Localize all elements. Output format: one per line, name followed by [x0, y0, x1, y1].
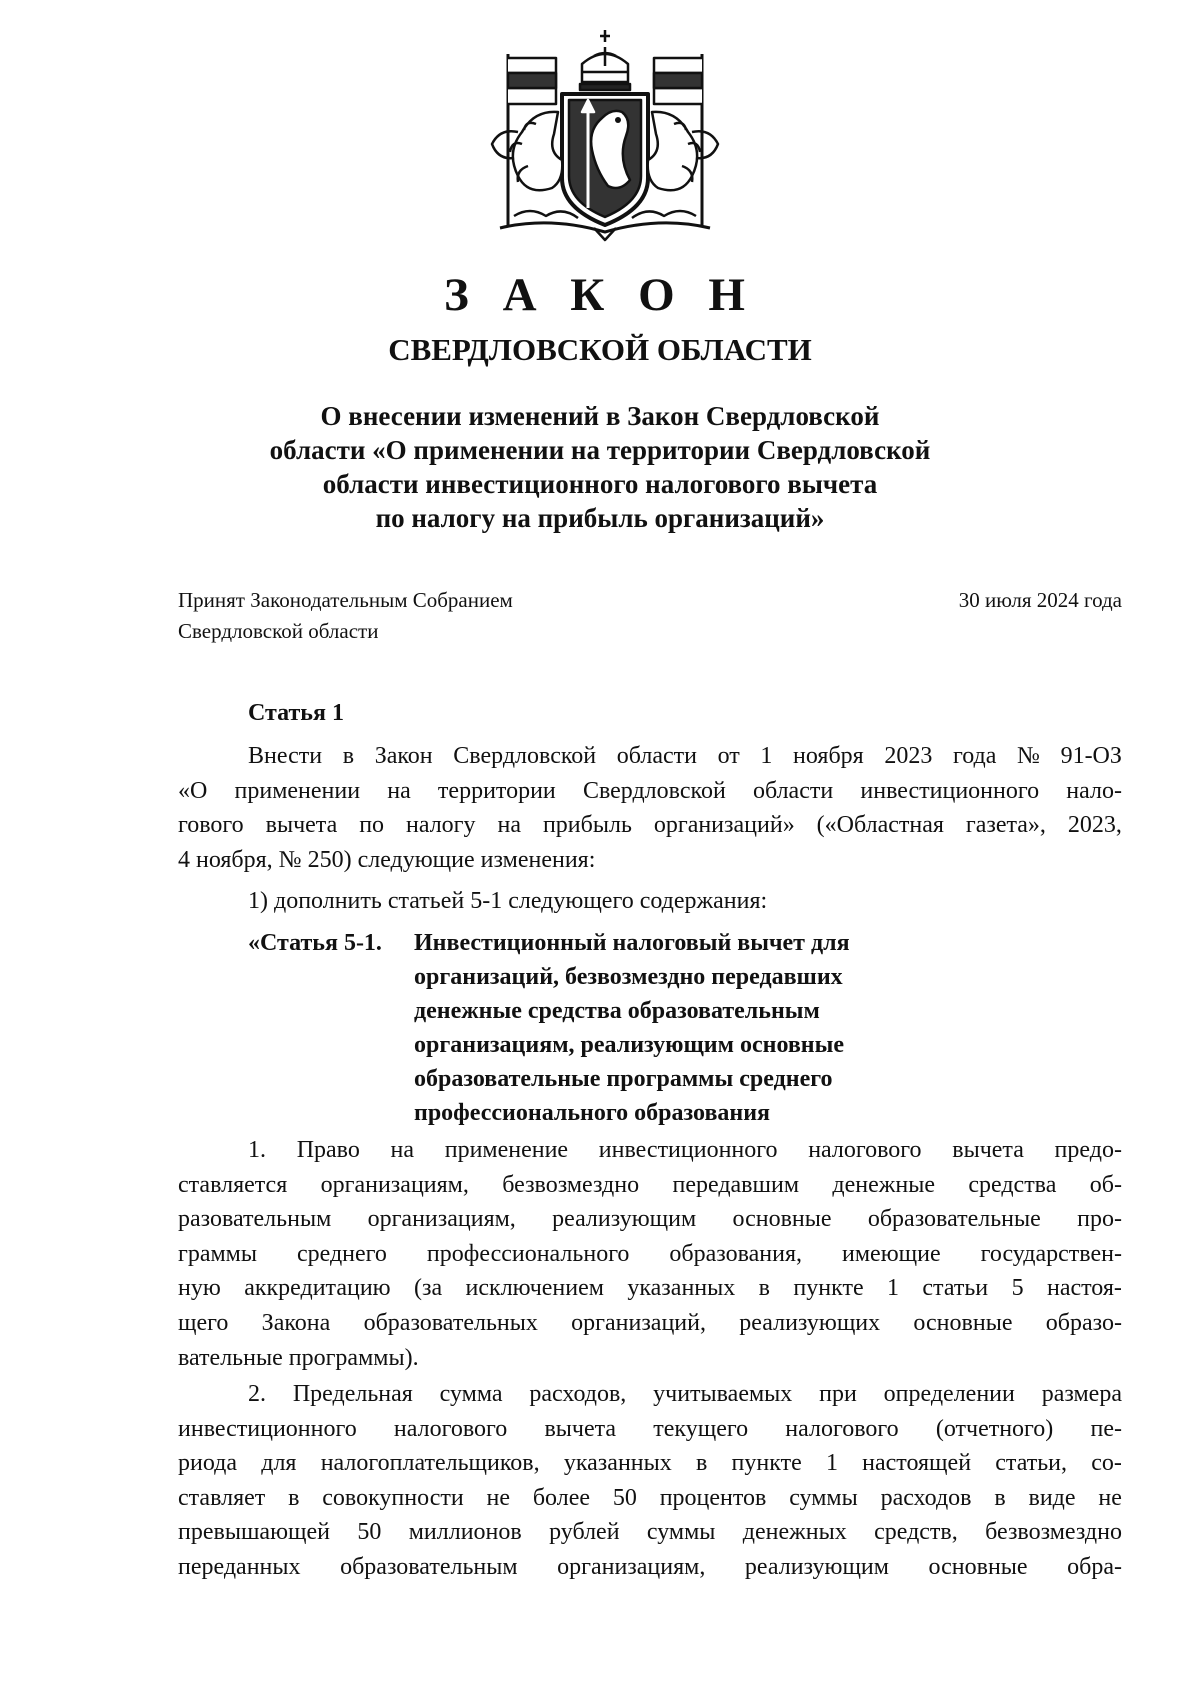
word: основные	[732, 1206, 832, 1233]
word: территории	[437, 777, 556, 804]
word: имеющие	[842, 1240, 941, 1267]
subject-line: О внесении изменений в Закон Свердловской	[320, 401, 880, 431]
word: передавшим	[672, 1171, 800, 1198]
word: образо-	[1045, 1309, 1122, 1336]
word: в	[994, 1484, 1006, 1511]
word: Закона	[261, 1309, 331, 1336]
word: вычета	[544, 1415, 617, 1442]
word: года	[952, 743, 997, 769]
word: процентов	[659, 1484, 767, 1511]
article-5-1-paragraph-1	[178, 1133, 1122, 1375]
word: организациям,	[320, 1171, 469, 1198]
word: настоящей	[862, 1450, 972, 1477]
word: средств,	[874, 1519, 958, 1546]
word: (за	[414, 1275, 443, 1302]
article-1-intro	[178, 739, 1122, 877]
article-5-1-paragraph-2	[178, 1377, 1122, 1585]
word: статьи	[922, 1275, 989, 1302]
text-line	[178, 843, 1122, 878]
word: (отчетного)	[935, 1415, 1054, 1442]
word: суммы	[789, 1484, 858, 1511]
word: щего	[178, 1309, 229, 1336]
word: налогоплательщиков,	[320, 1450, 540, 1477]
text-line	[178, 1481, 1122, 1516]
text-line-content: 4 ноября, № 250) следующие изменения:	[178, 846, 596, 873]
word: граммы	[178, 1240, 257, 1267]
text-line	[178, 1133, 1122, 1168]
word: превышающей	[178, 1519, 330, 1546]
article-1-item-1: 1) дополнить статьей 5-1 следующего содержания:	[248, 888, 768, 914]
text-line	[178, 1412, 1122, 1447]
word: реализующим	[744, 1553, 889, 1580]
word: расходов,	[529, 1381, 627, 1407]
text-line	[178, 1202, 1122, 1237]
word: сумма	[439, 1381, 503, 1407]
word: прибыль	[542, 812, 632, 839]
word: статьи,	[995, 1450, 1068, 1477]
word: для	[261, 1450, 297, 1477]
word: Внести	[248, 743, 323, 769]
word: 5	[1011, 1275, 1024, 1302]
word: применение	[444, 1137, 569, 1163]
text-line	[178, 774, 1122, 809]
adoption-authority	[178, 585, 513, 647]
word: организаций,	[571, 1309, 706, 1336]
word: 2.	[248, 1381, 266, 1407]
word: аккредитацию	[244, 1275, 391, 1302]
word: расходов	[880, 1484, 972, 1511]
word: на	[390, 1137, 415, 1163]
word: вычета	[265, 812, 338, 839]
word: указанных	[627, 1275, 736, 1302]
word: при	[819, 1381, 857, 1407]
word: риода	[178, 1450, 238, 1477]
word: 2023	[884, 743, 933, 769]
word: пункте	[793, 1275, 864, 1302]
word: инвестиционного	[598, 1137, 778, 1163]
text-line	[178, 1237, 1122, 1272]
article-1-heading: Статья 1	[248, 700, 344, 726]
word: от	[717, 743, 740, 769]
word: переданных	[178, 1553, 301, 1580]
text-line	[178, 1550, 1122, 1585]
word: предо-	[1054, 1137, 1122, 1163]
word: образовательным	[340, 1553, 518, 1580]
word: в	[342, 743, 355, 769]
word: 50	[357, 1519, 382, 1546]
subject-line: по налогу на прибыль организаций»	[375, 503, 825, 533]
word: со-	[1091, 1450, 1122, 1477]
word: указанных	[563, 1450, 672, 1477]
word: образовательные	[867, 1206, 1041, 1233]
title-line: организаций, безвозмездно передавших	[414, 964, 843, 990]
word: в	[695, 1450, 708, 1477]
title-line: профессионального образования	[414, 1100, 771, 1126]
word: безвозмездно	[502, 1171, 640, 1198]
word: налогового	[808, 1137, 922, 1163]
text-line	[178, 1341, 1122, 1376]
word: обра-	[1067, 1553, 1122, 1580]
word: безвозмездно	[985, 1519, 1122, 1546]
title-line: Инвестиционный налоговый вычет для	[414, 930, 850, 956]
word: в	[758, 1275, 771, 1302]
word: суммы	[646, 1519, 716, 1546]
adoption-line: Свердловской области	[178, 619, 379, 643]
word: денежные	[832, 1171, 935, 1198]
word: основные	[928, 1553, 1028, 1580]
word: ноября	[793, 743, 864, 769]
word: области	[752, 777, 834, 804]
word: не	[486, 1484, 511, 1511]
word: пе-	[1090, 1415, 1122, 1442]
word: разовательным	[178, 1206, 332, 1233]
word: ставляется	[178, 1171, 288, 1198]
text-line	[178, 1271, 1122, 1306]
subject-line: области «О применении на территории Свердловской	[269, 435, 931, 465]
word: образовательных	[363, 1309, 538, 1336]
text-line	[178, 739, 1122, 774]
text-line	[178, 1446, 1122, 1481]
word: налогу	[406, 812, 476, 839]
word: газета»,	[965, 812, 1046, 839]
text-line	[178, 808, 1122, 843]
word: Свердловской	[453, 743, 597, 769]
law-subject	[200, 399, 1000, 535]
word: средства	[968, 1171, 1057, 1198]
word: 1	[760, 743, 773, 769]
text-line	[178, 1168, 1122, 1203]
word: на	[497, 812, 521, 839]
document-title: З А К О Н	[444, 269, 756, 321]
word: 91-ОЗ	[1060, 743, 1122, 769]
word: исключением	[465, 1275, 604, 1302]
article-5-1-title	[414, 926, 974, 1130]
word: реализующим	[552, 1206, 697, 1233]
word: налогового	[785, 1415, 899, 1442]
word: на	[387, 777, 411, 804]
word: 2023,	[1067, 812, 1122, 839]
word: виде	[1028, 1484, 1076, 1511]
word: образования,	[669, 1240, 803, 1267]
word: организаций»	[653, 812, 795, 839]
word: гового	[178, 812, 244, 839]
word: организациям,	[557, 1553, 706, 1580]
title-line: образовательные программы среднего	[414, 1066, 833, 1092]
word: Закон	[374, 743, 433, 769]
word: про-	[1077, 1206, 1122, 1233]
word: размера	[1041, 1381, 1122, 1407]
text-line-content: вательные программы).	[178, 1344, 419, 1371]
word: вычета	[952, 1137, 1024, 1163]
word: денежных	[742, 1519, 847, 1546]
word: («Областная	[816, 812, 944, 839]
word: реализующих	[739, 1309, 881, 1336]
word: инвестиционного	[178, 1415, 357, 1442]
word: Предельная	[292, 1381, 413, 1407]
word: 1	[887, 1275, 899, 1302]
word: среднего	[296, 1240, 387, 1267]
text-line	[178, 1515, 1122, 1550]
word: «О	[178, 777, 208, 804]
word: 50	[612, 1484, 637, 1511]
word: рублей	[549, 1519, 620, 1546]
word: нало-	[1066, 777, 1122, 804]
word: организациям,	[367, 1206, 516, 1233]
word: применении	[234, 777, 361, 804]
document-region: СВЕРДЛОВСКОЙ ОБЛАСТИ	[388, 332, 812, 367]
word: Свердловской	[582, 777, 726, 804]
word: инвестиционного	[860, 777, 1040, 804]
word: Право	[296, 1137, 360, 1163]
word: ставляет	[178, 1484, 266, 1511]
word: учитываемых	[653, 1381, 793, 1407]
word: 1.	[248, 1137, 266, 1163]
word: основные	[913, 1309, 1013, 1336]
coat-of-arms-icon	[470, 20, 740, 245]
word: ную	[178, 1275, 221, 1302]
title-line: денежные средства образовательным	[414, 998, 820, 1024]
text-line	[178, 1306, 1122, 1341]
text-line	[178, 1377, 1122, 1412]
word: области	[616, 743, 697, 769]
word: настоя-	[1046, 1275, 1122, 1302]
word: в	[288, 1484, 300, 1511]
word: пункте	[731, 1450, 802, 1477]
adoption-line: Принят Законодательным Собранием	[178, 588, 513, 612]
word: 1	[825, 1450, 838, 1477]
adoption-date: 30 июля 2024 года	[958, 588, 1122, 612]
word: по	[359, 812, 385, 839]
word: профессионального	[426, 1240, 630, 1267]
word: определении	[883, 1381, 1015, 1407]
word: не	[1098, 1484, 1122, 1511]
word: текущего	[653, 1415, 749, 1442]
word: миллионов	[408, 1519, 522, 1546]
word: №	[1017, 743, 1040, 769]
title-line: организациям, реализующим основные	[414, 1032, 845, 1058]
word: совокупности	[322, 1484, 464, 1511]
word: налогового	[393, 1415, 508, 1442]
word: об-	[1089, 1171, 1122, 1198]
subject-line: области инвестиционного налогового вычета	[322, 469, 878, 499]
word: более	[532, 1484, 591, 1511]
word: государствен-	[980, 1240, 1122, 1267]
article-5-1-label: «Статья 5-1.	[248, 930, 382, 956]
